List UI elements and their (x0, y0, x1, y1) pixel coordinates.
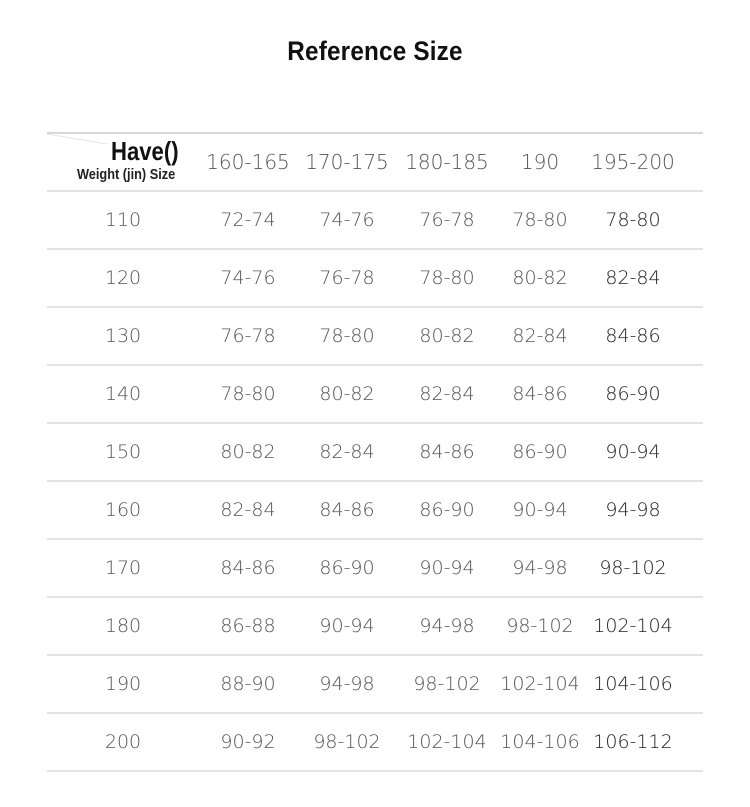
size-table (47, 132, 703, 772)
size-cell: 90-94 (605, 441, 661, 463)
table-row (47, 308, 703, 366)
weight-cell: 180 (104, 615, 142, 637)
size-cell: 76-78 (220, 325, 276, 347)
size-cell: 90-92 (220, 731, 276, 753)
size-cell: 72-74 (220, 209, 276, 231)
size-cell: 80-82 (512, 267, 568, 289)
table-row (47, 482, 703, 540)
size-cell: 78-80 (319, 325, 375, 347)
size-cell: 86-90 (512, 441, 568, 463)
weight-cell: 160 (104, 499, 142, 521)
column-header: 190 (520, 150, 560, 174)
table-row (47, 598, 703, 656)
table-row (47, 250, 703, 308)
size-cell: 80-82 (220, 441, 276, 463)
table-row (47, 714, 703, 772)
size-cell: 86-88 (220, 615, 276, 637)
weight-cell: 170 (104, 557, 142, 579)
corner-header-cell (47, 134, 199, 190)
column-header: 180-185 (405, 150, 489, 174)
table-row (47, 540, 703, 598)
size-cell: 82-84 (419, 383, 475, 405)
size-cell: 98-102 (599, 557, 667, 579)
size-cell: 74-76 (319, 209, 375, 231)
size-cell: 90-94 (512, 499, 568, 521)
size-cell: 78-80 (220, 383, 276, 405)
size-cell: 86-90 (419, 499, 475, 521)
size-cell: 82-84 (512, 325, 568, 347)
size-cell: 104-106 (593, 673, 673, 695)
size-cell: 94-98 (319, 673, 375, 695)
table-row (47, 192, 703, 250)
size-cell: 94-98 (605, 499, 661, 521)
size-cell: 84-86 (512, 383, 568, 405)
size-cell: 84-86 (419, 441, 475, 463)
size-cell: 104-106 (500, 731, 580, 753)
size-cell: 90-94 (419, 557, 475, 579)
size-cell: 82-84 (220, 499, 276, 521)
size-cell: 76-78 (319, 267, 375, 289)
size-cell: 78-80 (512, 209, 568, 231)
size-cell: 74-76 (220, 267, 276, 289)
size-cell: 80-82 (419, 325, 475, 347)
corner-header-height-label: Have() (111, 136, 179, 166)
page-title: Reference Size (287, 36, 463, 66)
weight-cell: 130 (104, 325, 142, 347)
size-cell: 98-102 (506, 615, 574, 637)
size-cell: 76-78 (419, 209, 475, 231)
weight-cell: 200 (104, 731, 142, 753)
column-header: 195-200 (591, 150, 675, 174)
weight-cell: 110 (104, 209, 142, 231)
size-cell: 88-90 (220, 673, 276, 695)
size-cell: 102-104 (407, 731, 487, 753)
table-row (47, 656, 703, 714)
size-cell: 90-94 (319, 615, 375, 637)
table-header-row (47, 134, 703, 192)
weight-cell: 140 (104, 383, 142, 405)
size-cell: 98-102 (413, 673, 481, 695)
size-cell: 106-112 (593, 731, 673, 753)
weight-cell: 120 (104, 267, 142, 289)
weight-cell: 190 (104, 673, 142, 695)
size-cell: 84-86 (605, 325, 661, 347)
size-cell: 84-86 (220, 557, 276, 579)
size-cell: 102-104 (500, 673, 580, 695)
size-cell: 86-90 (319, 557, 375, 579)
size-cell: 80-82 (319, 383, 375, 405)
column-header: 160-165 (206, 150, 290, 174)
size-cell: 86-90 (605, 383, 661, 405)
table-row (47, 424, 703, 482)
size-cell: 94-98 (419, 615, 475, 637)
size-cell: 82-84 (319, 441, 375, 463)
size-cell: 84-86 (319, 499, 375, 521)
size-cell: 102-104 (593, 615, 673, 637)
size-cell: 94-98 (512, 557, 568, 579)
corner-header-weight-label: Weight (jin) Size (77, 166, 176, 183)
weight-cell: 150 (104, 441, 142, 463)
size-cell: 78-80 (419, 267, 475, 289)
size-cell: 82-84 (605, 267, 661, 289)
column-header: 170-175 (305, 150, 389, 174)
size-cell: 78-80 (605, 209, 661, 231)
table-row (47, 366, 703, 424)
size-cell: 98-102 (313, 731, 381, 753)
